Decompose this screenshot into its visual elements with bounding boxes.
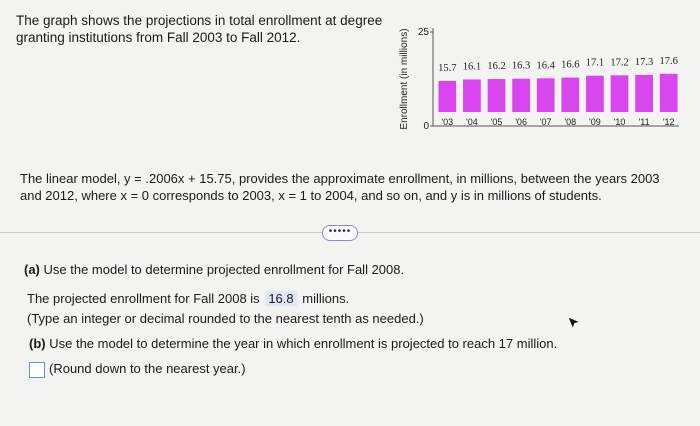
part-b-answer-row (29, 361, 246, 378)
bar-value-label: 17.3 (634, 56, 654, 68)
bar (660, 74, 678, 112)
x-tick-label: '03 (441, 117, 454, 127)
bar-value-label: 17.2 (610, 57, 629, 69)
linear-model-description: The linear model, y = .2006x + 15.75, provides the approximate enrollment, in millions, between the years 2003 and 2012, where x = 0 corresponds to 2003, x = 1 to 2004, and so on, and y is in millions of students. (20, 171, 660, 203)
bar-value-label: 16.1 (462, 61, 482, 73)
x-tick-label: '10 (613, 117, 626, 127)
bar-value-label: 16.6 (561, 59, 580, 71)
x-tick-label: '12 (662, 117, 675, 127)
bar-value-label: 16.4 (536, 60, 555, 72)
x-tick-label: '08 (564, 117, 577, 127)
mouse-cursor-icon (567, 316, 581, 330)
bar (561, 78, 579, 112)
x-tick-label: '04 (466, 117, 478, 127)
bar (438, 81, 456, 112)
bar (611, 75, 629, 112)
part-a-question-text: Use the model to determine projected enrollment for Fall 2008. (43, 262, 405, 277)
part-a-answer-field[interactable]: 16.8 (265, 291, 296, 306)
bar-value-label: 15.7 (438, 62, 457, 74)
part-b-question-text: Use the model to determine the year in which enrollment is projected to reach 17 million. (49, 336, 558, 351)
bar-value-label: 16.2 (487, 61, 506, 73)
bar (537, 78, 555, 112)
x-tick-label: '11 (638, 117, 650, 127)
expand-more-button[interactable]: ••••• (322, 225, 358, 241)
bar (586, 76, 604, 112)
x-tick-label: '06 (515, 117, 527, 127)
bar-value-label: 17.6 (659, 55, 678, 67)
enrollment-bar-chart (393, 18, 685, 144)
x-tick-label: '05 (490, 117, 503, 127)
bar (635, 75, 653, 112)
part-b-answer-input[interactable] (29, 362, 45, 378)
part-a-answer-line (27, 291, 349, 306)
y-tick-label: 25 (417, 27, 429, 38)
part-b-label: (b) (29, 336, 46, 351)
y-tick-label: 0 (423, 121, 429, 132)
answer-suffix: millions. (302, 291, 350, 306)
part-a-question (24, 262, 404, 277)
part-a-hint: (Type an integer or decimal rounded to the nearest tenth as needed.) (27, 311, 424, 326)
bar (463, 79, 481, 112)
bar (512, 79, 530, 112)
bar (488, 79, 506, 112)
y-axis-label: Enrollment (in millions) (399, 28, 410, 130)
bar-value-label: 17.1 (585, 57, 605, 69)
x-tick-label: '09 (589, 117, 601, 127)
x-tick-label: '07 (539, 117, 552, 127)
part-b-hint: (Round down to the nearest year.) (49, 361, 246, 376)
part-b-question (29, 336, 557, 351)
bar-value-label: 16.3 (511, 60, 531, 72)
answer-prefix: The projected enrollment for Fall 2008 is (27, 291, 260, 306)
problem-intro: The graph shows the projections in total enrollment at degree granting institutions from Fall 2003 to Fall 2012. (16, 13, 383, 45)
part-a-label: (a) (24, 262, 40, 277)
